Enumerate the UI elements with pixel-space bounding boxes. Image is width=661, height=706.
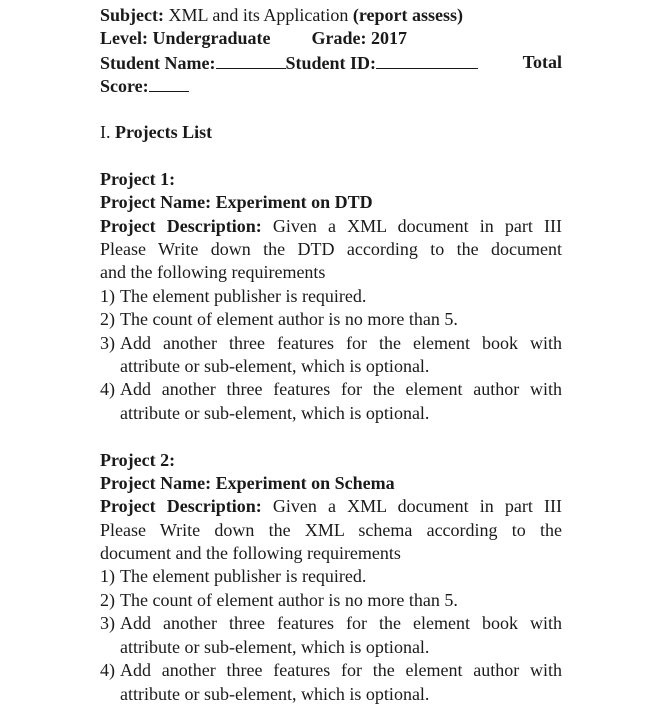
project-2: [100, 449, 562, 706]
total-label: Total: [522, 51, 562, 72]
requirement-text: The element publisher is required.: [120, 285, 367, 306]
requirement-number: 1): [100, 566, 115, 587]
requirement-text: Add another three features for the element author with: [120, 379, 562, 400]
project-desc-label: Project Description:: [100, 215, 262, 236]
requirement-number: 2): [100, 589, 115, 610]
requirement-text-cont: attribute or sub-element, which is optional.: [120, 402, 430, 423]
project-name: Project Name: Experiment on Schema: [100, 472, 395, 493]
requirement-number: 4): [100, 660, 115, 681]
score-line: [100, 74, 562, 97]
requirement-text: Add another three features for the element author with: [120, 660, 562, 681]
grade-value: 2017: [370, 28, 407, 49]
level-label: Level:: [100, 28, 148, 49]
project-desc-line-3: and the following requirements: [100, 262, 326, 283]
requirement-item: [100, 565, 562, 588]
project-desc-label: Project Description:: [100, 496, 262, 517]
project-desc-text-1: Given a XML document in part III: [272, 215, 562, 236]
subject-label: Subject:: [100, 5, 164, 25]
requirement-item: [100, 659, 562, 706]
project-desc-line-1: [100, 215, 562, 238]
score-blank: [149, 74, 189, 92]
subject-line: [100, 4, 562, 27]
student-line: [100, 51, 562, 74]
project-desc-line-1: [100, 495, 562, 518]
requirement-text-cont: attribute or sub-element, which is optional.: [120, 355, 430, 376]
requirement-item: [100, 285, 562, 308]
student-name-label: Student Name:: [100, 52, 216, 73]
level-line: [100, 27, 562, 50]
score-label: Score:: [100, 76, 149, 97]
requirement-text: The count of element author is no more than 5.: [120, 309, 458, 330]
requirement-item: [100, 589, 562, 612]
section-number: I.: [100, 121, 111, 142]
requirement-number: 2): [100, 309, 115, 330]
project-1: [100, 168, 562, 425]
project-heading: Project 1:: [100, 168, 176, 189]
requirement-item: [100, 332, 562, 379]
project-desc-line-3: document and the following requirements: [100, 543, 401, 564]
requirement-number: 3): [100, 332, 115, 353]
student-id-blank: [376, 51, 478, 69]
project-heading: Project 2:: [100, 449, 176, 470]
subject-value: XML and its Application: [168, 5, 349, 25]
project-desc-line-2: Please Write down the DTD according to the document: [100, 238, 562, 259]
requirement-item: [100, 378, 562, 425]
grade-label: Grade:: [311, 28, 367, 49]
requirement-text: Add another three features for the element book with: [120, 613, 562, 634]
requirement-number: 1): [100, 285, 115, 306]
document-page: [100, 4, 562, 706]
level-value: Undergraduate: [152, 28, 271, 49]
requirement-item: [100, 308, 562, 331]
requirement-text: The element publisher is required.: [120, 566, 367, 587]
student-name-blank: [216, 51, 286, 69]
student-id-label: Student ID:: [285, 52, 377, 73]
project-desc-line-2: Please Write down the XML schema according to the: [100, 519, 562, 540]
project-desc-text-1: Given a XML document in part III: [272, 496, 562, 517]
requirement-number: 3): [100, 613, 115, 634]
requirement-text-cont: attribute or sub-element, which is optional.: [120, 683, 430, 704]
project-name: Project Name: Experiment on DTD: [100, 192, 373, 213]
requirement-number: 4): [100, 379, 115, 400]
section-title: Projects List: [115, 121, 213, 142]
requirement-item: [100, 612, 562, 659]
subject-note: (report assess): [352, 5, 463, 25]
section-heading: [100, 121, 562, 144]
requirement-text: The count of element author is no more than 5.: [120, 589, 458, 610]
requirement-text: Add another three features for the element book with: [120, 332, 562, 353]
requirement-text-cont: attribute or sub-element, which is optional.: [120, 636, 430, 657]
